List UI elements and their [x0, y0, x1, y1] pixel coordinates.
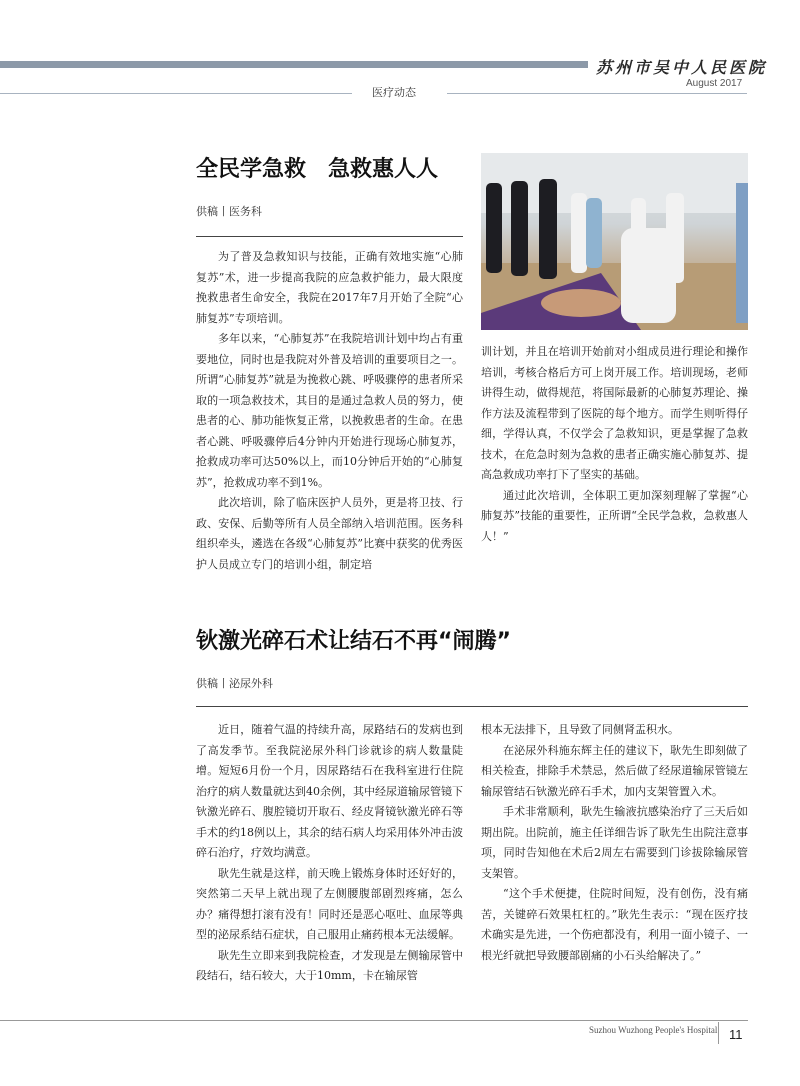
article1-right-paragraph-1: 训计划，并且在培训开始前对小组成员进行理论和操作培训，考核合格后方可上岗开展工作。培训现场，老师讲得生动，做得规范，将国际最新的心肺复苏理论、操作方法及流程带到了医院的每个地方。而学生则听得仔细，学得认真，不仅学会了急救知识，更是掌握了急救技术，在危急时刻为急救的患者正确实施心肺复苏、提高急救成功率打下了坚实的基础。	[481, 345, 748, 481]
article2-left-column	[196, 720, 463, 987]
article1-title: 全民学急救 急救惠人人	[196, 157, 439, 182]
article1-left-paragraph-3: 此次培训，除了临床医护人员外，更是将卫技、行政、安保、后勤等所有人员全部纳入培训范围。医务科组织牵头，遴选在各级“心肺复苏”比赛中获奖的优秀医护人员成立专门的培训小组，制定培	[196, 496, 463, 571]
issue-date: August 2017	[686, 78, 743, 89]
article2-left-paragraph-1: 近日，随着气温的持续升高，尿路结石的发病也到了高发季节。至我院泌尿外科门诊就诊的病人数量陡增。短短6月份一个月，因尿路结石在我科室进行住院治疗的病人数量就达到40余例，其中经尿道输尿管镜下钬激光碎石、腹腔镜切开取石、经皮肾镜钬激光碎石等手术的约18例以上，其余的结石病人均采用体外冲击波碎石治疗，疗效均满意。	[196, 723, 463, 859]
article2-byline: 供稿丨泌尿外科	[196, 677, 273, 690]
article2-right-paragraph-2: 在泌尿外科施东辉主任的建议下，耿先生即刻做了相关检查，排除手术禁忌，然后做了经尿道输尿管镜左输尿管结石钬激光碎石手术，加内支架管置入术。	[481, 743, 748, 798]
article1-byline: 供稿丨医务科	[196, 205, 262, 218]
cpr-training-photo-illustration	[481, 153, 748, 330]
article1-left-paragraph-1: 为了普及急救知识与技能，正确有效地实施“心肺复苏”术，进一步提高我院的应急救护能力，最大限度挽救患者生命安全，我院在2017年7月开始了全院“心肺复苏”专项培训。	[196, 250, 463, 325]
article2-right-column	[481, 720, 748, 966]
header-bar	[0, 61, 588, 68]
article1-right-paragraph-2: 通过此次培训，全体职工更加深刻理解了掌握“心肺复苏”技能的重要性，正所谓“全民学急救，急救惠人人！”	[481, 488, 748, 543]
article2-left-paragraph-3: 耿先生立即来到我院检查，才发现是左侧输尿管中段结石，结石较大，大于10mm，卡在输尿管	[196, 948, 463, 982]
article2-right-paragraph-4: “这个手术便捷，住院时间短，没有创伤，没有痛苦，关键碎石效果杠杠的。”耿先生表示：“现在医疗技术确实是先进，一个伤疤都没有，利用一面小镜子、一根光纤就把导致腰部剧痛的小石头给解决了。”	[481, 887, 748, 962]
hospital-name: 苏州市吴中人民医院	[596, 58, 768, 77]
section-divider-right	[447, 93, 747, 94]
cpr-training-photo	[481, 153, 748, 330]
article2-rule	[196, 706, 748, 707]
article2-left-paragraph-2: 耿先生就是这样，前天晚上锻炼身体时还好好的，突然第二天早上就出现了左侧腰腹部剧烈疼痛，怎么办？痛得想打滚有没有！同时还是恶心呕吐、血尿等典型的泌尿系结石症状，自己服用止痛药根本无法缓解。	[196, 866, 463, 941]
article1-left-paragraph-2: 多年以来，“心肺复苏”在我院培训计划中均占有重要地位，同时也是我院对外普及培训的重要项目之一。所谓“心肺复苏”就是为挽救心跳、呼吸骤停的患者所采取的一项急救技术，其目的是通过急救人员的努力，使患者的心、肺功能恢复正常，以挽救患者的生命。在患者心跳、呼吸骤停后4分钟内开始进行现场心肺复苏，抢救成功率可达50%以上，而10分钟后开始的“心肺复苏”，抢救成功率不到1%。	[196, 332, 463, 489]
footer-rule	[0, 1020, 748, 1021]
article2-right-paragraph-1: 根本无法排下，且导致了同侧肾盂积水。	[481, 723, 679, 736]
article1-left-column	[196, 247, 463, 575]
page-number: 11	[729, 1027, 743, 1042]
footer-hospital-name: Suzhou Wuzhong People's Hospital	[589, 1025, 718, 1035]
section-label: 医疗动态	[372, 86, 416, 99]
article1-right-column	[481, 342, 748, 547]
article2-title: 钬激光碎石术让结石不再“闹腾”	[196, 629, 511, 654]
section-divider-left	[0, 93, 352, 94]
article1-rule	[196, 236, 463, 237]
article2-right-paragraph-3: 手术非常顺利，耿先生输液抗感染治疗了三天后如期出院。出院前，施主任详细告诉了耿先生出院注意事项，同时告知他在术后2周左右需要到门诊拔除输尿管支架管。	[481, 805, 748, 880]
